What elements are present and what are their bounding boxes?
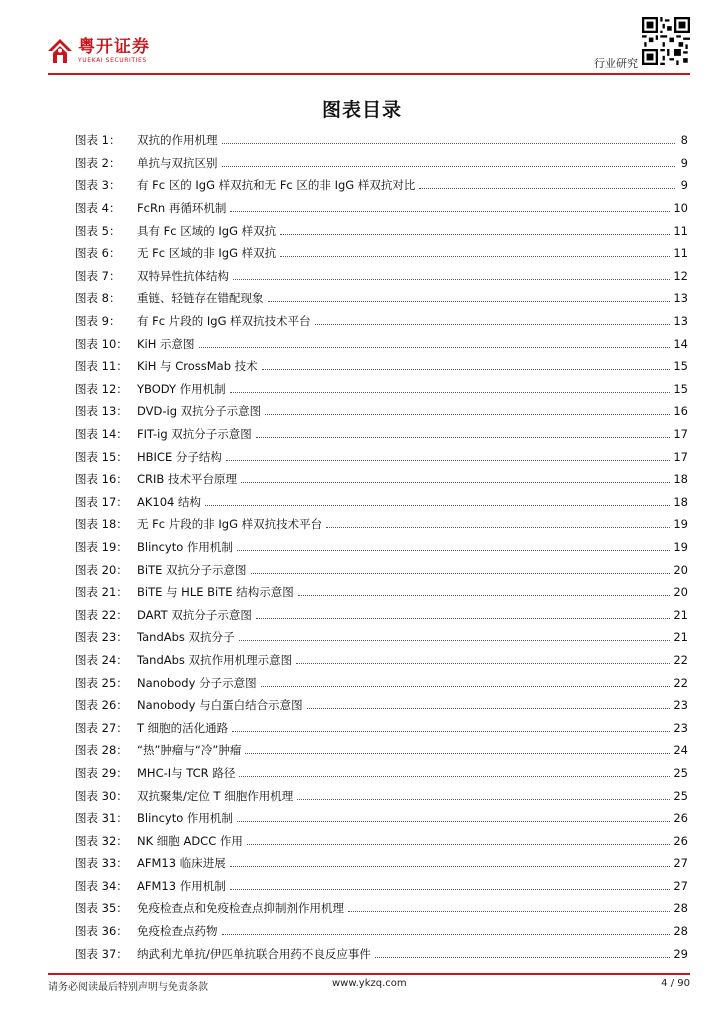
toc-entry[interactable] bbox=[75, 581, 688, 604]
toc-entry[interactable] bbox=[75, 784, 688, 807]
toc-entry[interactable] bbox=[75, 762, 688, 785]
toc-title: BiTE 与 HLE BiTE 结构示意图 bbox=[137, 585, 294, 600]
toc-title: 重链、轻链存在错配现象 bbox=[137, 291, 264, 306]
toc-leader-dots bbox=[237, 549, 670, 551]
toc-title: NK 细胞 ADCC 作用 bbox=[137, 833, 243, 848]
page-footer bbox=[48, 978, 690, 992]
toc-title: 单抗与双抗区别 bbox=[137, 155, 218, 170]
toc-entry[interactable] bbox=[75, 152, 688, 175]
toc-title: MHC-Ⅰ与 TCR 路径 bbox=[137, 765, 236, 780]
toc-leader-dots bbox=[256, 617, 671, 619]
toc-page-number: 11 bbox=[673, 246, 688, 261]
toc-page-number: 18 bbox=[673, 494, 688, 509]
toc-entry[interactable] bbox=[75, 694, 688, 717]
toc-title: Blincyto 作用机制 bbox=[137, 539, 233, 554]
toc-title: Nanobody 与白蛋白结合示意图 bbox=[137, 698, 303, 713]
toc-leader-dots bbox=[268, 300, 671, 302]
brand-logo bbox=[46, 36, 150, 66]
toc-label: 图表 16： bbox=[75, 472, 128, 487]
page-title: 图表目录 bbox=[321, 99, 402, 121]
toc-label: 图表 13： bbox=[75, 404, 128, 419]
toc-page-number: 28 bbox=[673, 924, 688, 939]
toc-label: 图表 28： bbox=[75, 743, 128, 758]
toc-entry[interactable] bbox=[75, 942, 688, 965]
toc-title: 免疫检查点和免疫检查点抑制剂作用机理 bbox=[137, 901, 344, 916]
toc-page-number: 8 bbox=[680, 133, 688, 148]
toc-entry[interactable] bbox=[75, 716, 688, 739]
toc-leader-dots bbox=[232, 730, 670, 732]
toc-entry[interactable] bbox=[75, 129, 688, 152]
toc-label: 图表 5： bbox=[75, 223, 121, 238]
toc-leader-dots bbox=[265, 413, 670, 415]
toc-leader-dots bbox=[375, 956, 670, 958]
toc-title: 免疫检查点药物 bbox=[137, 924, 218, 939]
toc-label: 图表 20： bbox=[75, 562, 128, 577]
toc-page-number: 27 bbox=[673, 878, 688, 893]
toc-page-number: 22 bbox=[673, 675, 688, 690]
toc-label: 图表 23： bbox=[75, 630, 128, 645]
toc-page-number: 25 bbox=[673, 788, 688, 803]
toc-title: DVD-ig 双抗分子示意图 bbox=[137, 404, 262, 419]
toc-entry[interactable] bbox=[75, 378, 688, 401]
toc-leader-dots bbox=[239, 775, 670, 777]
toc-title: KiH 示意图 bbox=[137, 336, 195, 351]
toc-entry[interactable] bbox=[75, 445, 688, 468]
toc-title: YBODY 作用机制 bbox=[137, 381, 226, 396]
toc-page-number: 20 bbox=[673, 585, 688, 600]
toc-label: 图表 34： bbox=[75, 878, 128, 893]
toc-page-number: 13 bbox=[673, 291, 688, 306]
toc-leader-dots bbox=[280, 233, 670, 235]
page-header bbox=[0, 0, 724, 80]
toc-leader-dots bbox=[307, 707, 671, 709]
qr-code-icon bbox=[642, 17, 690, 65]
toc-entry[interactable] bbox=[75, 739, 688, 762]
toc-label: 图表 37： bbox=[75, 946, 128, 961]
section-tag: 行业研究 bbox=[594, 57, 638, 70]
brand-name-en: YUEKAI SECURITIES bbox=[78, 56, 147, 64]
toc-entry[interactable] bbox=[75, 332, 688, 355]
toc-label: 图表 4： bbox=[75, 201, 121, 216]
toc-leader-dots bbox=[222, 142, 676, 144]
toc-leader-dots bbox=[261, 685, 671, 687]
toc-label: 图表 30： bbox=[75, 788, 128, 803]
toc-title: HBICE 分子结构 bbox=[137, 449, 222, 464]
toc-label: 图表 19： bbox=[75, 539, 128, 554]
toc-title: “热”肿瘤与“冷”肿瘤 bbox=[137, 743, 242, 758]
toc-title: AFM13 临床进展 bbox=[137, 856, 226, 871]
toc-label: 图表 3： bbox=[75, 178, 121, 193]
toc-page-number: 23 bbox=[673, 720, 688, 735]
toc-leader-dots bbox=[247, 843, 670, 845]
toc-leader-dots bbox=[298, 594, 671, 596]
toc-page-number: 19 bbox=[673, 517, 688, 532]
toc-leader-dots bbox=[222, 933, 671, 935]
toc-label: 图表 7： bbox=[75, 268, 121, 283]
toc-entry[interactable] bbox=[75, 920, 688, 943]
toc-leader-dots bbox=[251, 572, 671, 574]
toc-label: 图表 32： bbox=[75, 833, 128, 848]
toc-label: 图表 35： bbox=[75, 901, 128, 916]
toc-title: 具有 Fc 区域的 IgG 样双抗 bbox=[137, 223, 277, 238]
toc-page-number: 23 bbox=[673, 698, 688, 713]
toc-entry[interactable] bbox=[75, 242, 688, 265]
toc-page-number: 16 bbox=[673, 404, 688, 419]
toc-label: 图表 25： bbox=[75, 675, 128, 690]
toc-title: 纳武利尤单抗/伊匹单抗联合用药不良反应事件 bbox=[137, 946, 371, 961]
toc-label: 图表 17： bbox=[75, 494, 128, 509]
toc-entry[interactable] bbox=[75, 400, 688, 423]
toc-title: 双抗聚集/定位 T 细胞作用机理 bbox=[137, 788, 294, 803]
toc-entry[interactable] bbox=[75, 671, 688, 694]
toc-title: T 细胞的活化通路 bbox=[137, 720, 229, 735]
toc-leader-dots bbox=[226, 459, 670, 461]
toc-page-number: 13 bbox=[673, 314, 688, 329]
toc-label: 图表 36： bbox=[75, 924, 128, 939]
toc-entry[interactable] bbox=[75, 875, 688, 898]
toc-leader-dots bbox=[419, 187, 675, 189]
toc-leader-dots bbox=[315, 323, 671, 325]
toc-leader-dots bbox=[239, 639, 671, 641]
footer-page-indicator: 4 / 90 bbox=[661, 978, 690, 989]
toc-page-number: 24 bbox=[673, 743, 688, 758]
toc-leader-dots bbox=[199, 346, 671, 348]
toc-page-number: 12 bbox=[673, 268, 688, 283]
toc-entry[interactable] bbox=[75, 355, 688, 378]
toc-leader-dots bbox=[326, 526, 670, 528]
toc-entry[interactable] bbox=[75, 897, 688, 920]
toc-page-number: 21 bbox=[673, 607, 688, 622]
toc-entry[interactable] bbox=[75, 468, 688, 491]
toc-leader-dots bbox=[296, 662, 670, 664]
toc-title: 有 Fc 片段的 IgG 样双抗技术平台 bbox=[137, 314, 311, 329]
toc-title: BiTE 双抗分子示意图 bbox=[137, 562, 247, 577]
toc-page-number: 26 bbox=[673, 811, 688, 826]
toc-page-number: 27 bbox=[673, 856, 688, 871]
toc-entry[interactable] bbox=[75, 491, 688, 514]
toc-leader-dots bbox=[262, 368, 671, 370]
toc-title: TandAbs 双抗分子 bbox=[137, 630, 235, 645]
toc-page-number: 17 bbox=[673, 427, 688, 442]
toc-entry[interactable] bbox=[75, 513, 688, 536]
toc-title: TandAbs 双抗作用机理示意图 bbox=[137, 652, 293, 667]
toc-entry[interactable] bbox=[75, 807, 688, 830]
toc-label: 图表 26： bbox=[75, 698, 128, 713]
footer-website[interactable]: www.ykzq.com bbox=[332, 978, 407, 989]
toc-entry[interactable] bbox=[75, 423, 688, 446]
toc-leader-dots bbox=[241, 481, 670, 483]
toc-title: 有 Fc 区的 IgG 样双抗和无 Fc 区的非 IgG 样双抗对比 bbox=[137, 178, 416, 193]
toc-label: 图表 11： bbox=[75, 359, 128, 374]
toc-leader-dots bbox=[245, 752, 670, 754]
toc-entry[interactable] bbox=[75, 852, 688, 875]
toc-label: 图表 6： bbox=[75, 246, 121, 261]
toc-label: 图表 10： bbox=[75, 336, 128, 351]
toc-label: 图表 27： bbox=[75, 720, 128, 735]
toc-label: 图表 31： bbox=[75, 811, 128, 826]
toc-label: 图表 2： bbox=[75, 155, 121, 170]
toc-page-number: 22 bbox=[673, 652, 688, 667]
toc-entry[interactable] bbox=[75, 310, 688, 333]
toc-leader-dots bbox=[230, 888, 671, 890]
toc-page-number: 28 bbox=[673, 901, 688, 916]
toc-entry[interactable] bbox=[75, 649, 688, 672]
toc-title: 双特异性抗体结构 bbox=[137, 268, 229, 283]
toc-label: 图表 29： bbox=[75, 765, 128, 780]
toc-entry[interactable] bbox=[75, 265, 688, 288]
toc-title: DART 双抗分子示意图 bbox=[137, 607, 252, 622]
toc-leader-dots bbox=[280, 255, 670, 257]
toc-entry[interactable] bbox=[75, 219, 688, 242]
toc-label: 图表 8： bbox=[75, 291, 121, 306]
toc-entry[interactable] bbox=[75, 536, 688, 559]
toc-entry[interactable] bbox=[75, 829, 688, 852]
toc-page-number: 9 bbox=[680, 178, 688, 193]
toc-title: FcRn 再循环机制 bbox=[137, 201, 227, 216]
toc-title: 无 Fc 片段的非 IgG 样双抗技术平台 bbox=[137, 517, 323, 532]
toc-page-number: 11 bbox=[673, 223, 688, 238]
toc-page-number: 10 bbox=[673, 201, 688, 216]
toc-label: 图表 18： bbox=[75, 517, 128, 532]
toc-leader-dots bbox=[237, 820, 670, 822]
toc-page-number: 17 bbox=[673, 449, 688, 464]
toc-page-number: 14 bbox=[673, 336, 688, 351]
toc-page-number: 26 bbox=[673, 833, 688, 848]
brand-name-cn: 粤开证券 bbox=[78, 36, 150, 57]
toc-leader-dots bbox=[233, 278, 670, 280]
toc-page-number: 20 bbox=[673, 562, 688, 577]
toc-label: 图表 14： bbox=[75, 427, 128, 442]
toc-page-number: 18 bbox=[673, 472, 688, 487]
toc-leader-dots bbox=[297, 798, 670, 800]
toc-page-number: 19 bbox=[673, 539, 688, 554]
toc-title: AK104 结构 bbox=[137, 494, 202, 509]
footer-divider bbox=[48, 973, 690, 975]
footer-disclaimer: 请务必阅读最后特别声明与免责条款 bbox=[48, 982, 208, 993]
toc-label: 图表 1： bbox=[75, 133, 121, 148]
header-divider bbox=[48, 73, 690, 75]
toc-title: 双抗的作用机理 bbox=[137, 133, 218, 148]
toc-page-number: 9 bbox=[680, 155, 688, 170]
toc-entry[interactable] bbox=[75, 558, 688, 581]
toc-leader-dots bbox=[230, 391, 671, 393]
toc-page-number: 21 bbox=[673, 630, 688, 645]
toc-page-number: 25 bbox=[673, 765, 688, 780]
toc-leader-dots bbox=[205, 504, 670, 506]
toc-label: 图表 22： bbox=[75, 607, 128, 622]
toc-page-number: 15 bbox=[673, 381, 688, 396]
toc-label: 图表 24： bbox=[75, 652, 128, 667]
toc-title: Nanobody 分子示意图 bbox=[137, 675, 257, 690]
toc-entry[interactable] bbox=[75, 626, 688, 649]
toc-title: AFM13 作用机制 bbox=[137, 878, 226, 893]
toc-leader-dots bbox=[230, 865, 671, 867]
toc-label: 图表 21： bbox=[75, 585, 128, 600]
toc-title: 无 Fc 区域的非 IgG 样双抗 bbox=[137, 246, 277, 261]
toc-leader-dots bbox=[222, 165, 676, 167]
yuekai-logo-icon bbox=[46, 37, 74, 65]
toc-label: 图表 15： bbox=[75, 449, 128, 464]
toc-page-number: 15 bbox=[673, 359, 688, 374]
toc-leader-dots bbox=[348, 910, 670, 912]
toc-label: 图表 9： bbox=[75, 314, 121, 329]
toc-leader-dots bbox=[256, 436, 671, 438]
toc-entry[interactable] bbox=[75, 197, 688, 220]
toc-entry[interactable] bbox=[75, 174, 688, 197]
toc-entry[interactable] bbox=[75, 603, 688, 626]
toc-page-number: 29 bbox=[673, 946, 688, 961]
toc-title: Blincyto 作用机制 bbox=[137, 811, 233, 826]
toc-entry[interactable] bbox=[75, 287, 688, 310]
toc-label: 图表 12： bbox=[75, 381, 128, 396]
toc-title: CRIB 技术平台原理 bbox=[137, 472, 237, 487]
toc-title: KiH 与 CrossMab 技术 bbox=[137, 359, 258, 374]
toc-title: FIT-ig 双抗分子示意图 bbox=[137, 427, 252, 442]
toc-label: 图表 33： bbox=[75, 856, 128, 871]
figure-toc bbox=[75, 129, 688, 965]
toc-leader-dots bbox=[230, 210, 670, 212]
